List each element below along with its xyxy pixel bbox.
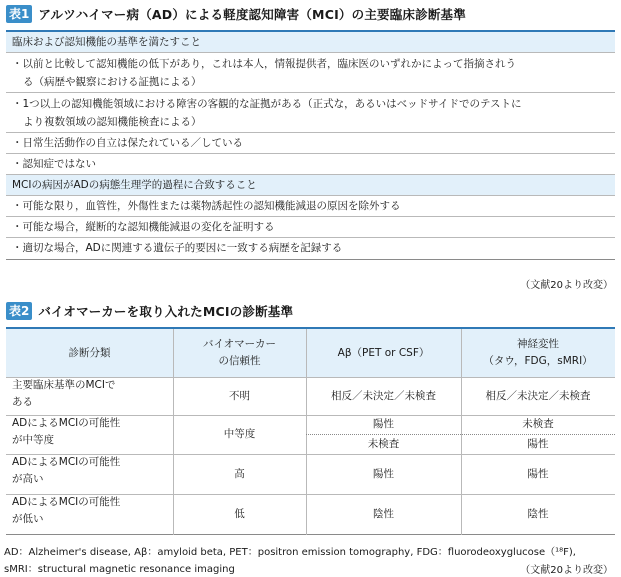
table-cell-category bbox=[6, 494, 173, 535]
table-cell-neuro: 相反／未決定／未検査 bbox=[485, 389, 591, 402]
table1-heading bbox=[6, 5, 466, 23]
table1-title: アルツハイマー病（AD）による軽度認知障害（MCI）の主要臨床診断基準 bbox=[38, 7, 466, 22]
table-cell-abeta: 陽性 bbox=[373, 418, 394, 430]
table1-row-text-cont: る（病歴や観察における証拠による） bbox=[23, 76, 202, 88]
cell-text: が低い bbox=[12, 513, 44, 525]
table2-reference: （文献20より改変） bbox=[520, 565, 613, 576]
cell-text: が高い bbox=[12, 473, 44, 485]
table-cell-category bbox=[6, 454, 173, 494]
footnote-line: AD：Alzheimer's disease, Aβ：amyloid beta, PET：positron emission tomography, FDG：fluorodeoxyglucose（¹⁸F), bbox=[4, 547, 576, 558]
table1 bbox=[6, 30, 615, 260]
table-cell-abeta: 未検査 bbox=[367, 438, 400, 450]
table2-badge: 表2 bbox=[6, 302, 32, 320]
table1-row-text: ・以前と比較して認知機能の低下があり，これは本人，情報提供者，臨床医のいずれかによって指摘されう bbox=[12, 58, 516, 70]
cell-text: ADによるMCIの可能性 bbox=[12, 417, 121, 429]
table1-badge: 表1 bbox=[6, 5, 32, 23]
table-cell-neuro: 未検査 bbox=[522, 418, 554, 430]
header-text: の信頼性 bbox=[218, 355, 261, 367]
table2 bbox=[6, 327, 615, 535]
header-abeta: Aβ（PET or CSF） bbox=[337, 346, 430, 359]
table2-heading bbox=[6, 302, 293, 320]
header-biomarker-reliability bbox=[173, 329, 306, 377]
table1-row: ・可能な場合，縦断的な認知機能減退の変化を証明する bbox=[6, 217, 615, 238]
cell-text: ADによるMCIの可能性 bbox=[12, 456, 121, 468]
table-cell-abeta: 相反／未決定／未検査 bbox=[331, 389, 436, 402]
header-text: バイオマーカー bbox=[203, 338, 276, 350]
table1-row bbox=[6, 93, 615, 133]
table1-row: ・認知症ではない bbox=[6, 154, 615, 175]
table-cell-reliability: 不明 bbox=[229, 389, 250, 402]
table-cell-reliability: 高 bbox=[234, 467, 245, 480]
table-cell-neuro: 陰性 bbox=[527, 508, 549, 520]
table1-reference: （文献20より改変） bbox=[520, 280, 613, 291]
table-cell-reliability: 中等度 bbox=[223, 428, 256, 440]
table-cell-category bbox=[6, 377, 173, 415]
table-cell-reliability: 低 bbox=[234, 508, 245, 520]
table1-row bbox=[6, 53, 615, 93]
footnote bbox=[4, 544, 576, 577]
table-cell-abeta: 陽性 bbox=[373, 467, 394, 480]
table1-row-text-cont: より複数領域の認知機能検査による） bbox=[23, 116, 202, 128]
header-neurodegeneration bbox=[461, 329, 615, 377]
table1-row: ・可能な限り，血管性，外傷性または薬物誘起性の認知機能減退の原因を除外する bbox=[6, 196, 615, 217]
table-cell-neuro: 陽性 bbox=[527, 438, 549, 450]
table-cell-abeta: 陰性 bbox=[373, 508, 394, 520]
table1-row: ・日常生活動作の自立は保たれている／している bbox=[6, 133, 615, 154]
table2-title: バイオマーカーを取り入れたMCIの診断基準 bbox=[38, 304, 294, 319]
cell-text: ADによるMCIの可能性 bbox=[12, 496, 121, 508]
table-cell-category bbox=[6, 415, 173, 454]
header-text: （タウ，FDG，sMRI） bbox=[483, 355, 593, 367]
header-text: 神経変性 bbox=[517, 338, 559, 350]
header-diagnosis-category: 診断分類 bbox=[68, 346, 111, 359]
table1-row-text: ・1つ以上の認知機能領域における障害の客観的な証拠がある（正式な，あるいはベッドサイドでのテストに bbox=[12, 98, 522, 110]
footnote-line: sMRI：structural magnetic resonance imaging bbox=[4, 564, 235, 575]
table-cell-neuro: 陽性 bbox=[527, 467, 549, 480]
cell-text: ある bbox=[12, 396, 33, 408]
cell-text: が中等度 bbox=[12, 434, 54, 446]
table1-row: ・適切な場合，ADに関連する遺伝子的要因に一致する病歴を記録する bbox=[12, 242, 343, 254]
cell-text: 主要臨床基準のMCIで bbox=[12, 379, 116, 391]
table1-section-header: MCIの病因がADの病態生理学的過程に合致すること bbox=[6, 175, 615, 196]
table1-section-header: 臨床および認知機能の基準を満たすこと bbox=[6, 32, 615, 53]
